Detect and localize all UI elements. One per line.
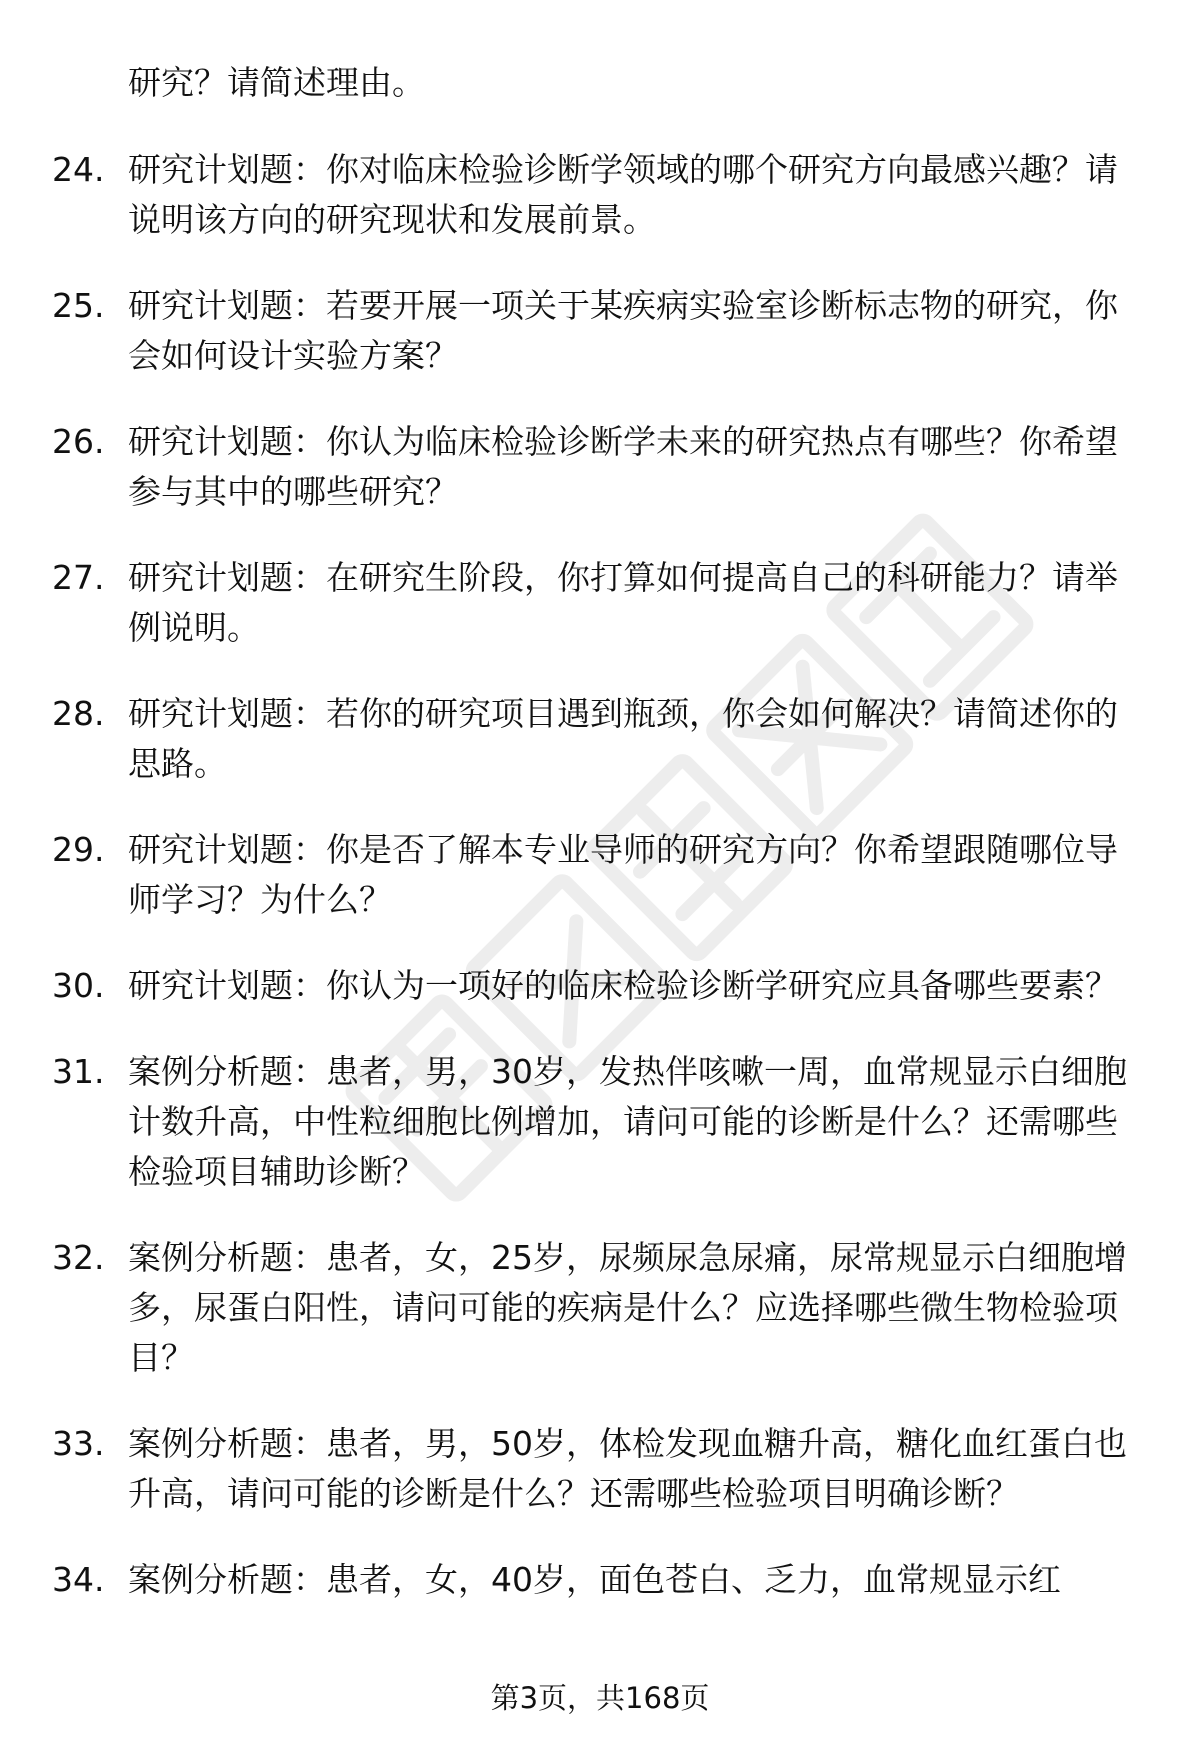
question-text: 案例分析题：患者，女，25岁，尿频尿急尿痛，尿常规显示白细胞增多，尿蛋白阳性，请问可能的疾病是什么？应选择哪些微生物检验项目？ xyxy=(128,1238,1127,1377)
list-item xyxy=(0,1047,1200,1197)
list-item xyxy=(0,825,1200,925)
question-number: 34. xyxy=(52,1560,105,1599)
question-text: 案例分析题：患者，女，40岁，面色苍白、乏力，血常规显示红 xyxy=(128,1560,1061,1599)
list-item xyxy=(0,961,1200,1011)
question-number: 24. xyxy=(52,150,105,189)
question-number: 30. xyxy=(52,966,105,1005)
question-number: 25. xyxy=(52,286,105,325)
question-list xyxy=(0,145,1200,1641)
list-item xyxy=(0,553,1200,653)
list-item xyxy=(0,689,1200,789)
question-number: 33. xyxy=(52,1424,105,1463)
page-footer: 第3页，共168页 xyxy=(490,1681,710,1715)
question-text: 研究计划题：你认为一项好的临床检验诊断学研究应具备哪些要素？ xyxy=(128,966,1118,1005)
list-item xyxy=(0,145,1200,245)
question-number: 29. xyxy=(52,830,105,869)
continuation-text: 研究？请简述理由。 xyxy=(128,63,425,102)
list-item xyxy=(0,1555,1200,1605)
list-item xyxy=(0,417,1200,517)
question-number: 31. xyxy=(52,1052,105,1091)
list-item xyxy=(0,1419,1200,1519)
question-number: 27. xyxy=(52,558,105,597)
question-text: 案例分析题：患者，男，30岁，发热伴咳嗽一周，血常规显示白细胞计数升高，中性粒细胞比例增加，请问可能的诊断是什么？还需哪些检验项目辅助诊断？ xyxy=(128,1052,1127,1191)
question-text: 案例分析题：患者，男，50岁，体检发现血糖升高，糖化血红蛋白也升高，请问可能的诊断是什么？还需哪些检验项目明确诊断？ xyxy=(128,1424,1127,1513)
question-number: 32. xyxy=(52,1238,105,1277)
question-number: 28. xyxy=(52,694,105,733)
question-text: 研究计划题：若要开展一项关于某疾病实验室诊断标志物的研究，你会如何设计实验方案？ xyxy=(128,286,1118,375)
question-text: 研究计划题：你是否了解本专业导师的研究方向？你希望跟随哪位导师学习？为什么？ xyxy=(128,830,1118,919)
question-text: 研究计划题：在研究生阶段，你打算如何提高自己的科研能力？请举例说明。 xyxy=(128,558,1118,647)
question-text: 研究计划题：若你的研究项目遇到瓶颈，你会如何解决？请简述你的思路。 xyxy=(128,694,1118,783)
list-item xyxy=(0,281,1200,381)
question-number: 26. xyxy=(52,422,105,461)
list-item xyxy=(0,1233,1200,1383)
question-text: 研究计划题：你认为临床检验诊断学未来的研究热点有哪些？你希望参与其中的哪些研究？ xyxy=(128,422,1118,511)
question-text: 研究计划题：你对临床检验诊断学领域的哪个研究方向最感兴趣？请说明该方向的研究现状和发展前景。 xyxy=(128,150,1118,239)
